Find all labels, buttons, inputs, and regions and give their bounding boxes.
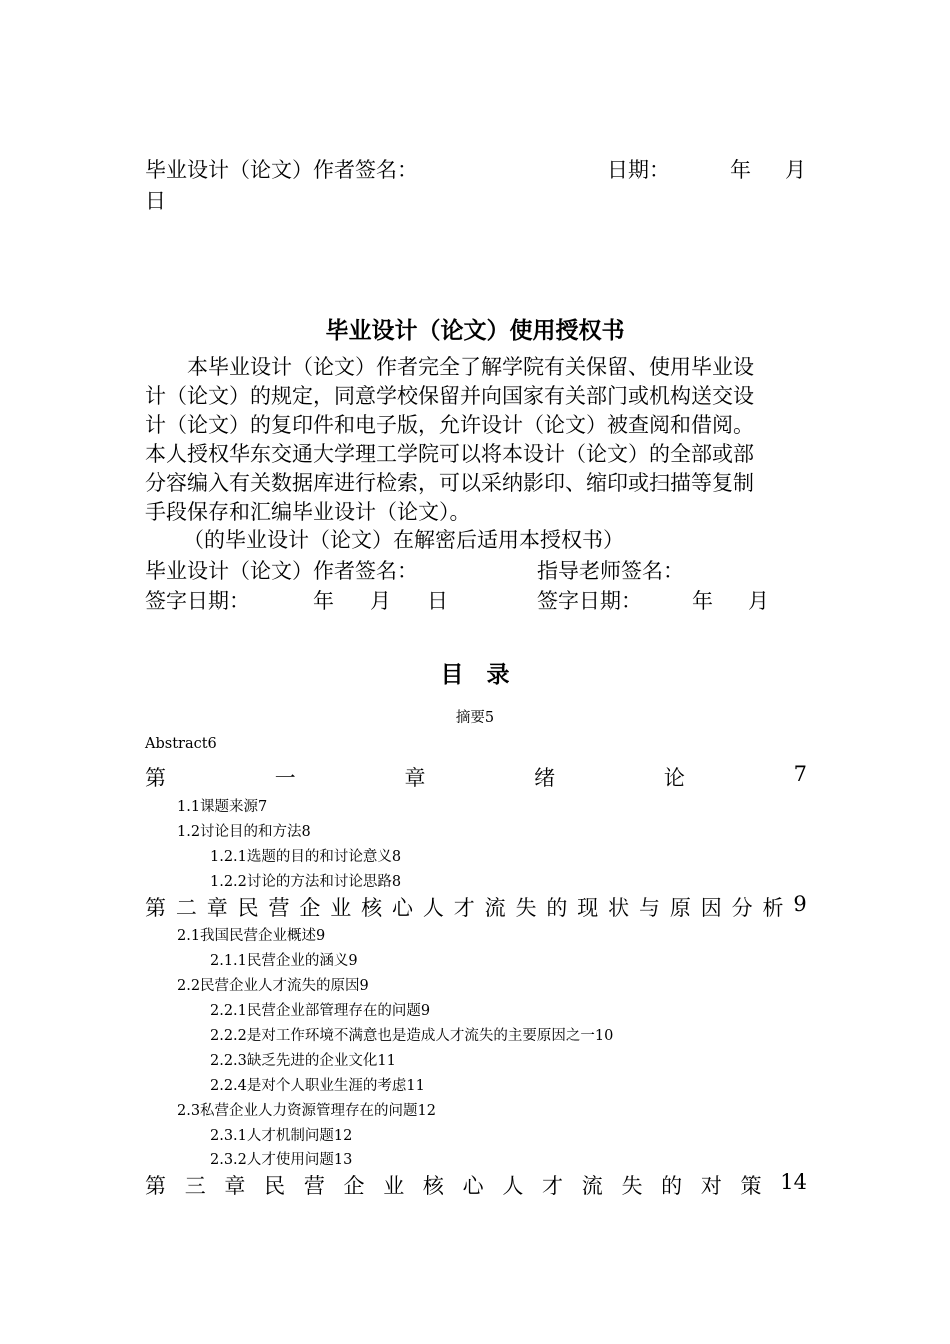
- toc-chapter-3-char: 核: [422, 1174, 444, 1198]
- declaration-date-label: 日期：: [607, 158, 670, 182]
- toc-chapter-2-char: 企: [299, 896, 321, 920]
- toc-chapter-2-char: 心: [392, 896, 413, 920]
- declaration-year: 年: [730, 158, 751, 182]
- toc-chapter-3-char: 才: [542, 1174, 564, 1198]
- toc-chapter-1-char: 论: [663, 766, 685, 790]
- toc-item-2-2-1[interactable]: 2.2.1民营企业部管理存在的问题9: [210, 1003, 431, 1019]
- toc-item-1-2-1[interactable]: 1.2.1选题的目的和讨论意义8: [210, 849, 402, 865]
- toc-chapter-2-char: 人: [422, 896, 444, 920]
- toc-chapter-2[interactable]: [145, 892, 807, 922]
- toc-chapter-2-char: 与: [639, 896, 660, 920]
- toc-item-1-2-2[interactable]: 1.2.2讨论的方法和讨论思路8: [210, 874, 402, 890]
- authorization-line: 计（论文）的规定，同意学校保留并向国家有关部门或机构送交设: [145, 384, 754, 408]
- toc-chapter-2-char: 现: [577, 896, 599, 920]
- authorization-paragraph: [145, 353, 807, 527]
- toc-item-2-1-1[interactable]: 2.1.1民营企业的涵义9: [210, 953, 358, 969]
- toc-item-2-2-2[interactable]: 2.2.2是对工作环境不满意也是造成人才流失的主要原因之一10: [210, 1028, 614, 1044]
- sign-date-left-day: 日: [427, 589, 448, 613]
- authorization-author-sign: 毕业设计（论文）作者签名：: [145, 559, 418, 583]
- toc-item-2-1[interactable]: 2.1我国民营企业概述9: [177, 928, 326, 944]
- sign-date-right-year: 年: [692, 589, 713, 613]
- toc-chapter-2-char: 的: [546, 896, 568, 920]
- authorization-line: 本毕业设计（论文）作者完全了解学院有关保留、使用毕业设: [187, 355, 754, 379]
- toc-chapter-2-char: 分: [731, 896, 753, 920]
- authorization-title: 毕业设计（论文）使用授权书: [325, 317, 625, 344]
- toc-chapter-3-char: 的: [661, 1174, 683, 1198]
- toc-item-2-2-4[interactable]: 2.2.4是对个人职业生涯的考虑11: [210, 1078, 425, 1094]
- toc-chapter-2-char: 核: [361, 896, 383, 920]
- toc-chapter-1-char: 第: [145, 766, 166, 790]
- toc-chapter-3-char: 企: [343, 1174, 365, 1198]
- toc-chapter-2-char: 业: [330, 896, 352, 920]
- declaration-day: 日: [145, 189, 166, 213]
- toc-chapter-2-char: 状: [608, 896, 630, 920]
- toc-chapter-1-char: 章: [404, 766, 426, 790]
- toc-chapter-2-char: 才: [453, 896, 475, 920]
- authorization-advisor-sign: 指导老师签名：: [537, 559, 684, 583]
- toc-chapter-2-char: 失: [515, 896, 537, 920]
- toc-chapter-3-char: 失: [621, 1174, 643, 1198]
- sign-date-left-month: 月: [370, 589, 391, 613]
- toc-chapter-2-char: 第: [145, 896, 166, 920]
- toc-chapter-3-page: 14: [780, 1170, 807, 1194]
- toc-chapter-2-char: 析: [762, 896, 784, 920]
- toc-chapter-2-char: 原: [669, 896, 691, 920]
- authorization-line: 计（论文）的复印件和电子版，允许设计（论文）被查阅和借阅。: [145, 413, 754, 437]
- declaration-author-sign: 毕业设计（论文）作者签名：: [145, 158, 418, 182]
- toc-chapter-1-char: 一: [274, 766, 296, 790]
- toc-chapter-2-char: 二: [175, 896, 197, 920]
- authorization-line: 分容编入有关数据库进行检索，可以采纳影印、缩印或扫描等复制: [145, 471, 754, 495]
- toc-chapter-2-char: 章: [206, 896, 228, 920]
- toc-title: 目 录: [440, 661, 510, 688]
- sign-date-left-label: 签字日期：: [145, 589, 250, 613]
- toc-chapter-3-char: 流: [581, 1174, 603, 1198]
- toc-chapter-2-char: 流: [484, 896, 506, 920]
- toc-chapter-1[interactable]: [145, 762, 807, 792]
- toc-chapter-3-char: 心: [462, 1174, 484, 1198]
- toc-chapter-2-char: 营: [268, 896, 290, 920]
- toc-item-2-3-1[interactable]: 2.3.1人才机制问题12: [210, 1128, 353, 1144]
- toc-item-abstract-cn[interactable]: 摘要5: [455, 710, 495, 726]
- toc-chapter-3-char: 策: [740, 1174, 762, 1198]
- toc-chapter-2-char: 民: [237, 896, 259, 920]
- toc-item-abstract-en[interactable]: Abstract6: [145, 736, 217, 752]
- toc-item-2-3-2[interactable]: 2.3.2人才使用问题13: [210, 1152, 353, 1168]
- toc-chapter-1-char: 绪: [534, 766, 556, 790]
- toc-chapter-3-char: 营: [303, 1174, 325, 1198]
- toc-chapter-3-char: 对: [700, 1174, 722, 1198]
- toc-chapter-2-page: 9: [793, 892, 807, 916]
- toc-chapter-3-char: 章: [224, 1174, 246, 1198]
- authorization-note: （的毕业设计（论文）在解密后适用本授权书）: [183, 528, 624, 552]
- sign-date-left-year: 年: [313, 589, 334, 613]
- toc-chapter-2-char: 因: [700, 896, 722, 920]
- toc-item-1-2[interactable]: 1.2讨论目的和方法8: [177, 824, 311, 840]
- toc-chapter-3-char: 业: [383, 1174, 405, 1198]
- toc-chapter-3[interactable]: [145, 1170, 807, 1200]
- toc-chapter-3-char: 三: [184, 1174, 206, 1198]
- toc-chapter-1-page: 7: [793, 762, 807, 786]
- authorization-line: 本人授权华东交通大学理工学院可以将本设计（论文）的全部或部: [145, 442, 754, 466]
- toc-item-2-2[interactable]: 2.2民营企业人才流失的原因9: [177, 978, 369, 994]
- toc-item-1-1[interactable]: 1.1课题来源7: [177, 799, 268, 815]
- toc-chapter-3-char: 第: [145, 1174, 166, 1198]
- toc-item-2-3[interactable]: 2.3私营企业人力资源管理存在的问题12: [177, 1103, 437, 1119]
- sign-date-right-label: 签字日期：: [537, 589, 642, 613]
- sign-date-right-month: 月: [748, 589, 769, 613]
- toc-chapter-3-char: 人: [502, 1174, 524, 1198]
- authorization-line: 手段保存和汇编毕业设计（论文）。: [145, 500, 471, 524]
- declaration-month: 月: [785, 158, 806, 182]
- toc-item-2-2-3[interactable]: 2.2.3缺乏先进的企业文化11: [210, 1053, 396, 1069]
- toc-chapter-3-char: 民: [264, 1174, 286, 1198]
